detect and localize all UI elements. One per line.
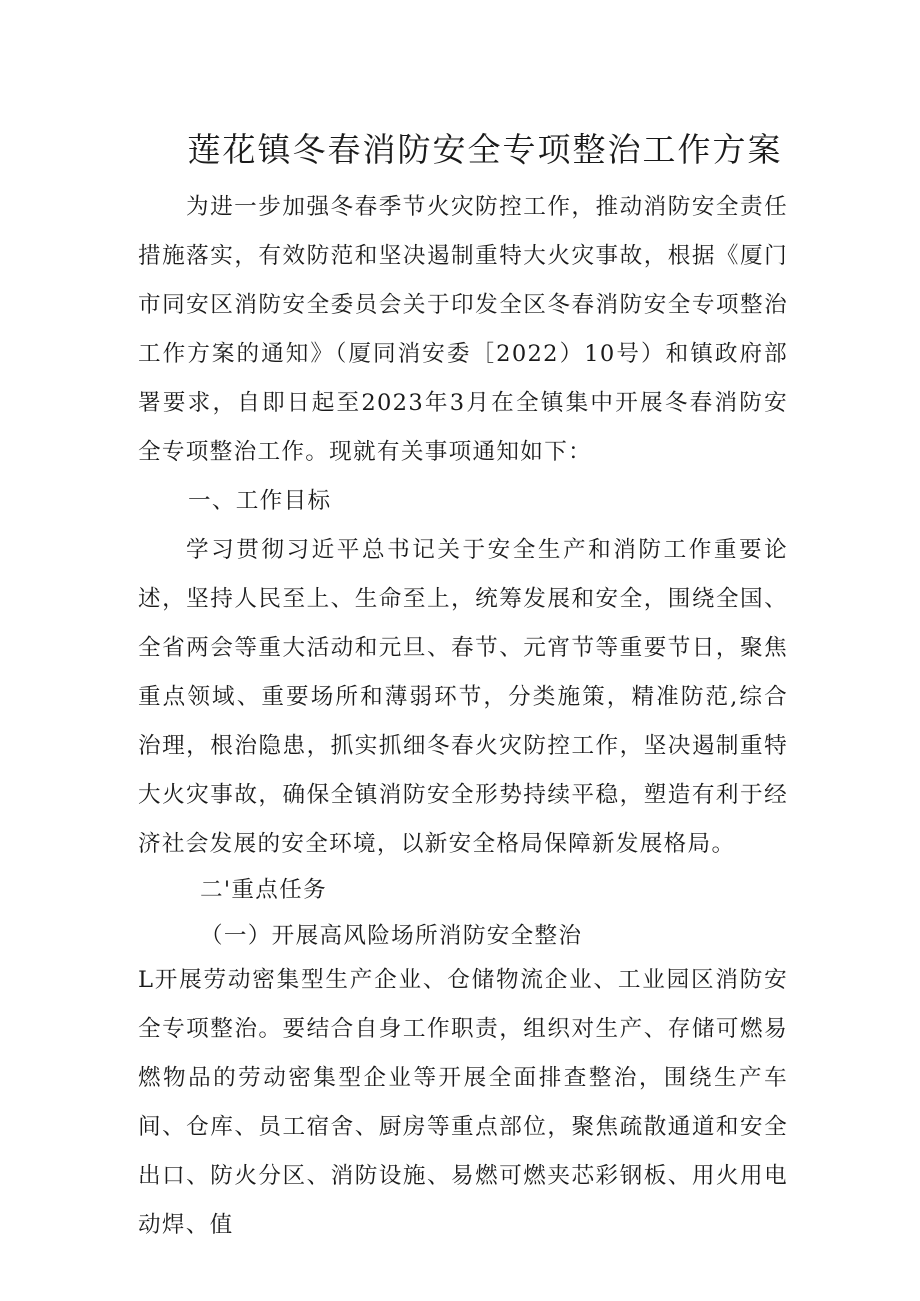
document-title: 莲花镇冬春消防安全专项整治工作方案 — [187, 130, 783, 169]
goals-paragraph: 学习贯彻习近平总书记关于安全生产和消防工作重要论述，坚持人民至上、生命至上，统筹发展和安全，围绕全国、全省两会等重大活动和元旦、春节、元宵节等重要节日，聚焦重点领域、重要场所和薄弱环节，分类施策，精准防范,综合治理，根治隐患，抓实抓细冬春火灾防控工作，坚决遏制重特大火灾事故，确保全镇消防安全形势持续平稳，塑造有利于经济社会发展的安全环境，以新安全格局保障新发展格局。 — [138, 537, 788, 857]
subsection-heading-high-risk: （一）开展高风险场所消防安全整治 — [200, 923, 583, 949]
section-heading-tasks: 二'重点任务 — [200, 877, 327, 903]
intro-paragraph: 为进一步加强冬春季节火灾防控工作，推动消防安全责任措施落实，有效防范和坚决遏制重特大火灾事故，根据《厦门市同安区消防安全委员会关于印发全区冬春消防安全专项整治工作方案的通知》（厦同消安委［2022）10号）和镇政府部署要求，自即日起至2023年3月在全镇集中开展冬春消防安全专项整治工作。现就有关事项通知如下： — [138, 194, 788, 465]
section-heading-goals: 一、工作目标 — [188, 488, 332, 514]
item-paragraph-1: L开展劳动密集型生产企业、仓储物流企业、工业园区消防安全专项整治。要结合自身工作职责，组织对生产、存储可燃易燃物品的劳动密集型企业等开展全面排查整治，围绕生产车间、仓库、员工宿舍、厨房等重点部位，聚焦疏散通道和安全出口、防火分区、消防设施、易燃可燃夹芯彩钢板、用火用电动焊、值 — [138, 967, 788, 1238]
